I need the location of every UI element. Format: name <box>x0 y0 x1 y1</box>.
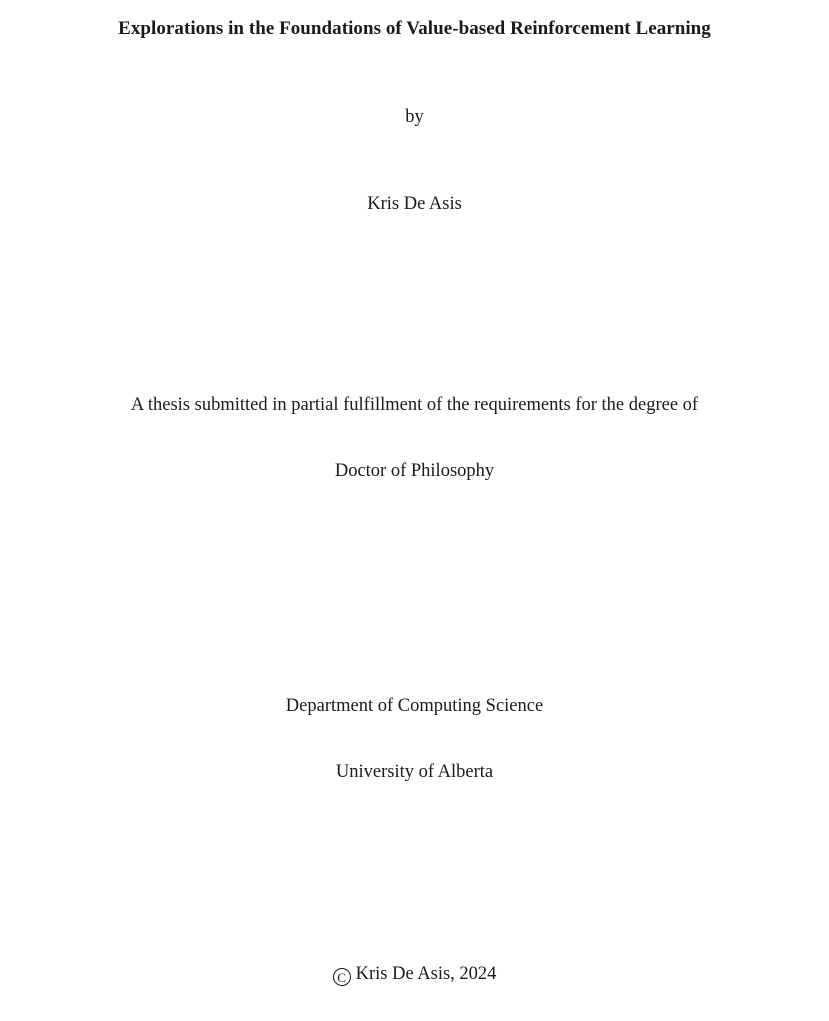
author-name: Kris De Asis <box>367 194 462 214</box>
university-name: University of Alberta <box>335 762 494 782</box>
copyright-text: Kris De Asis, 2024 <box>355 964 497 984</box>
degree-name: Doctor of Philosophy <box>334 461 495 481</box>
thesis-title: Explorations in the Foundations of Value-based Reinforcement Learning <box>118 18 711 39</box>
department-name: Department of Computing Science <box>285 696 544 716</box>
submission-statement: A thesis submitted in partial fulfillment of the requirements for the degree of <box>130 395 699 415</box>
copyright-icon: C <box>333 968 351 986</box>
by-line: by <box>405 107 424 127</box>
copyright-notice <box>0 963 829 986</box>
